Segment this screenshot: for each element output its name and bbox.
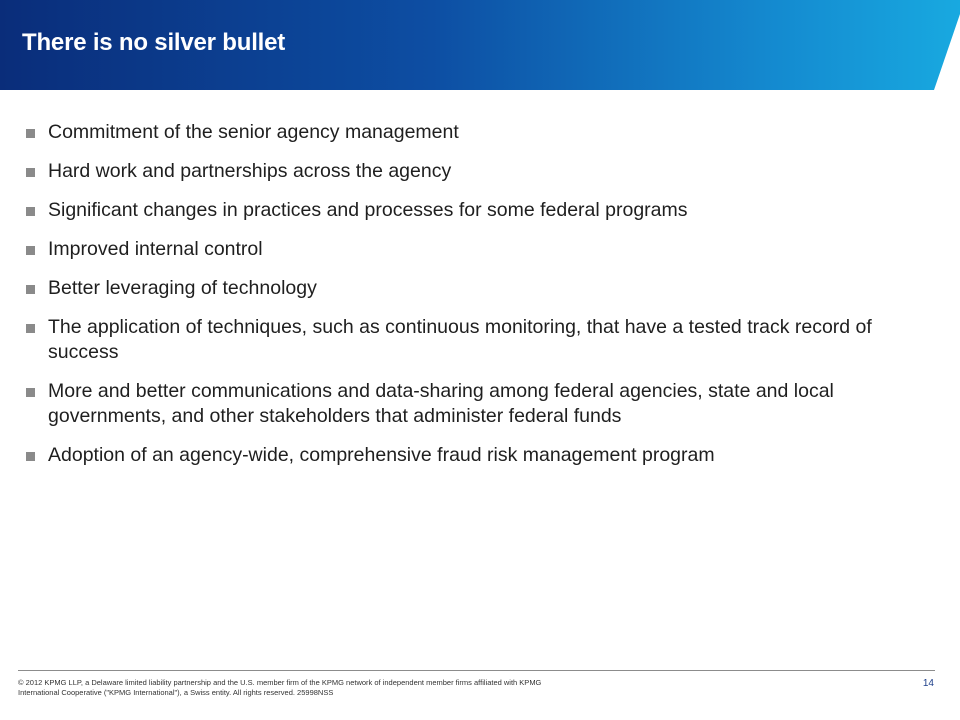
page-number: 14 [922, 678, 934, 689]
list-item [26, 237, 926, 262]
square-bullet-icon [26, 246, 35, 255]
bullet-text: Adoption of an agency-wide, comprehensive fraud risk management program [48, 444, 715, 466]
square-bullet-icon [26, 129, 35, 138]
bullet-text: Hard work and partnerships across the agency [48, 160, 452, 182]
square-bullet-icon [26, 388, 35, 397]
list-item [26, 315, 926, 365]
bullet-text: Commitment of the senior agency management [48, 121, 459, 143]
bullet-text: The application of techniques, such as continuous monitoring, that have a tested track record of success [48, 316, 872, 363]
square-bullet-icon [26, 452, 35, 461]
square-bullet-icon [26, 285, 35, 294]
square-bullet-icon [26, 168, 35, 177]
list-item [26, 379, 926, 429]
square-bullet-icon [26, 324, 35, 333]
list-item [26, 120, 926, 145]
footer-divider [18, 670, 935, 671]
list-item [26, 159, 926, 184]
bullet-text: More and better communications and data-sharing among federal agencies, state and local governments, and other stakeholders that administer federal funds [48, 380, 834, 427]
copyright-notice: © 2012 KPMG LLP, a Delaware limited liability partnership and the U.S. member firm of the KPMG network of independent member firms affiliated with KPMG International Cooperative ("KPMG International"), a Swiss entity. All rights reserved. 25998NSS [18, 678, 542, 697]
list-item [26, 198, 926, 223]
bullet-list [26, 120, 926, 482]
bullet-text: Better leveraging of technology [48, 277, 317, 299]
list-item [26, 276, 926, 301]
bullet-text: Significant changes in practices and processes for some federal programs [48, 199, 688, 221]
bullet-text: Improved internal control [48, 238, 263, 260]
square-bullet-icon [26, 207, 35, 216]
list-item [26, 443, 926, 468]
slide-title: There is no silver bullet [22, 29, 286, 56]
